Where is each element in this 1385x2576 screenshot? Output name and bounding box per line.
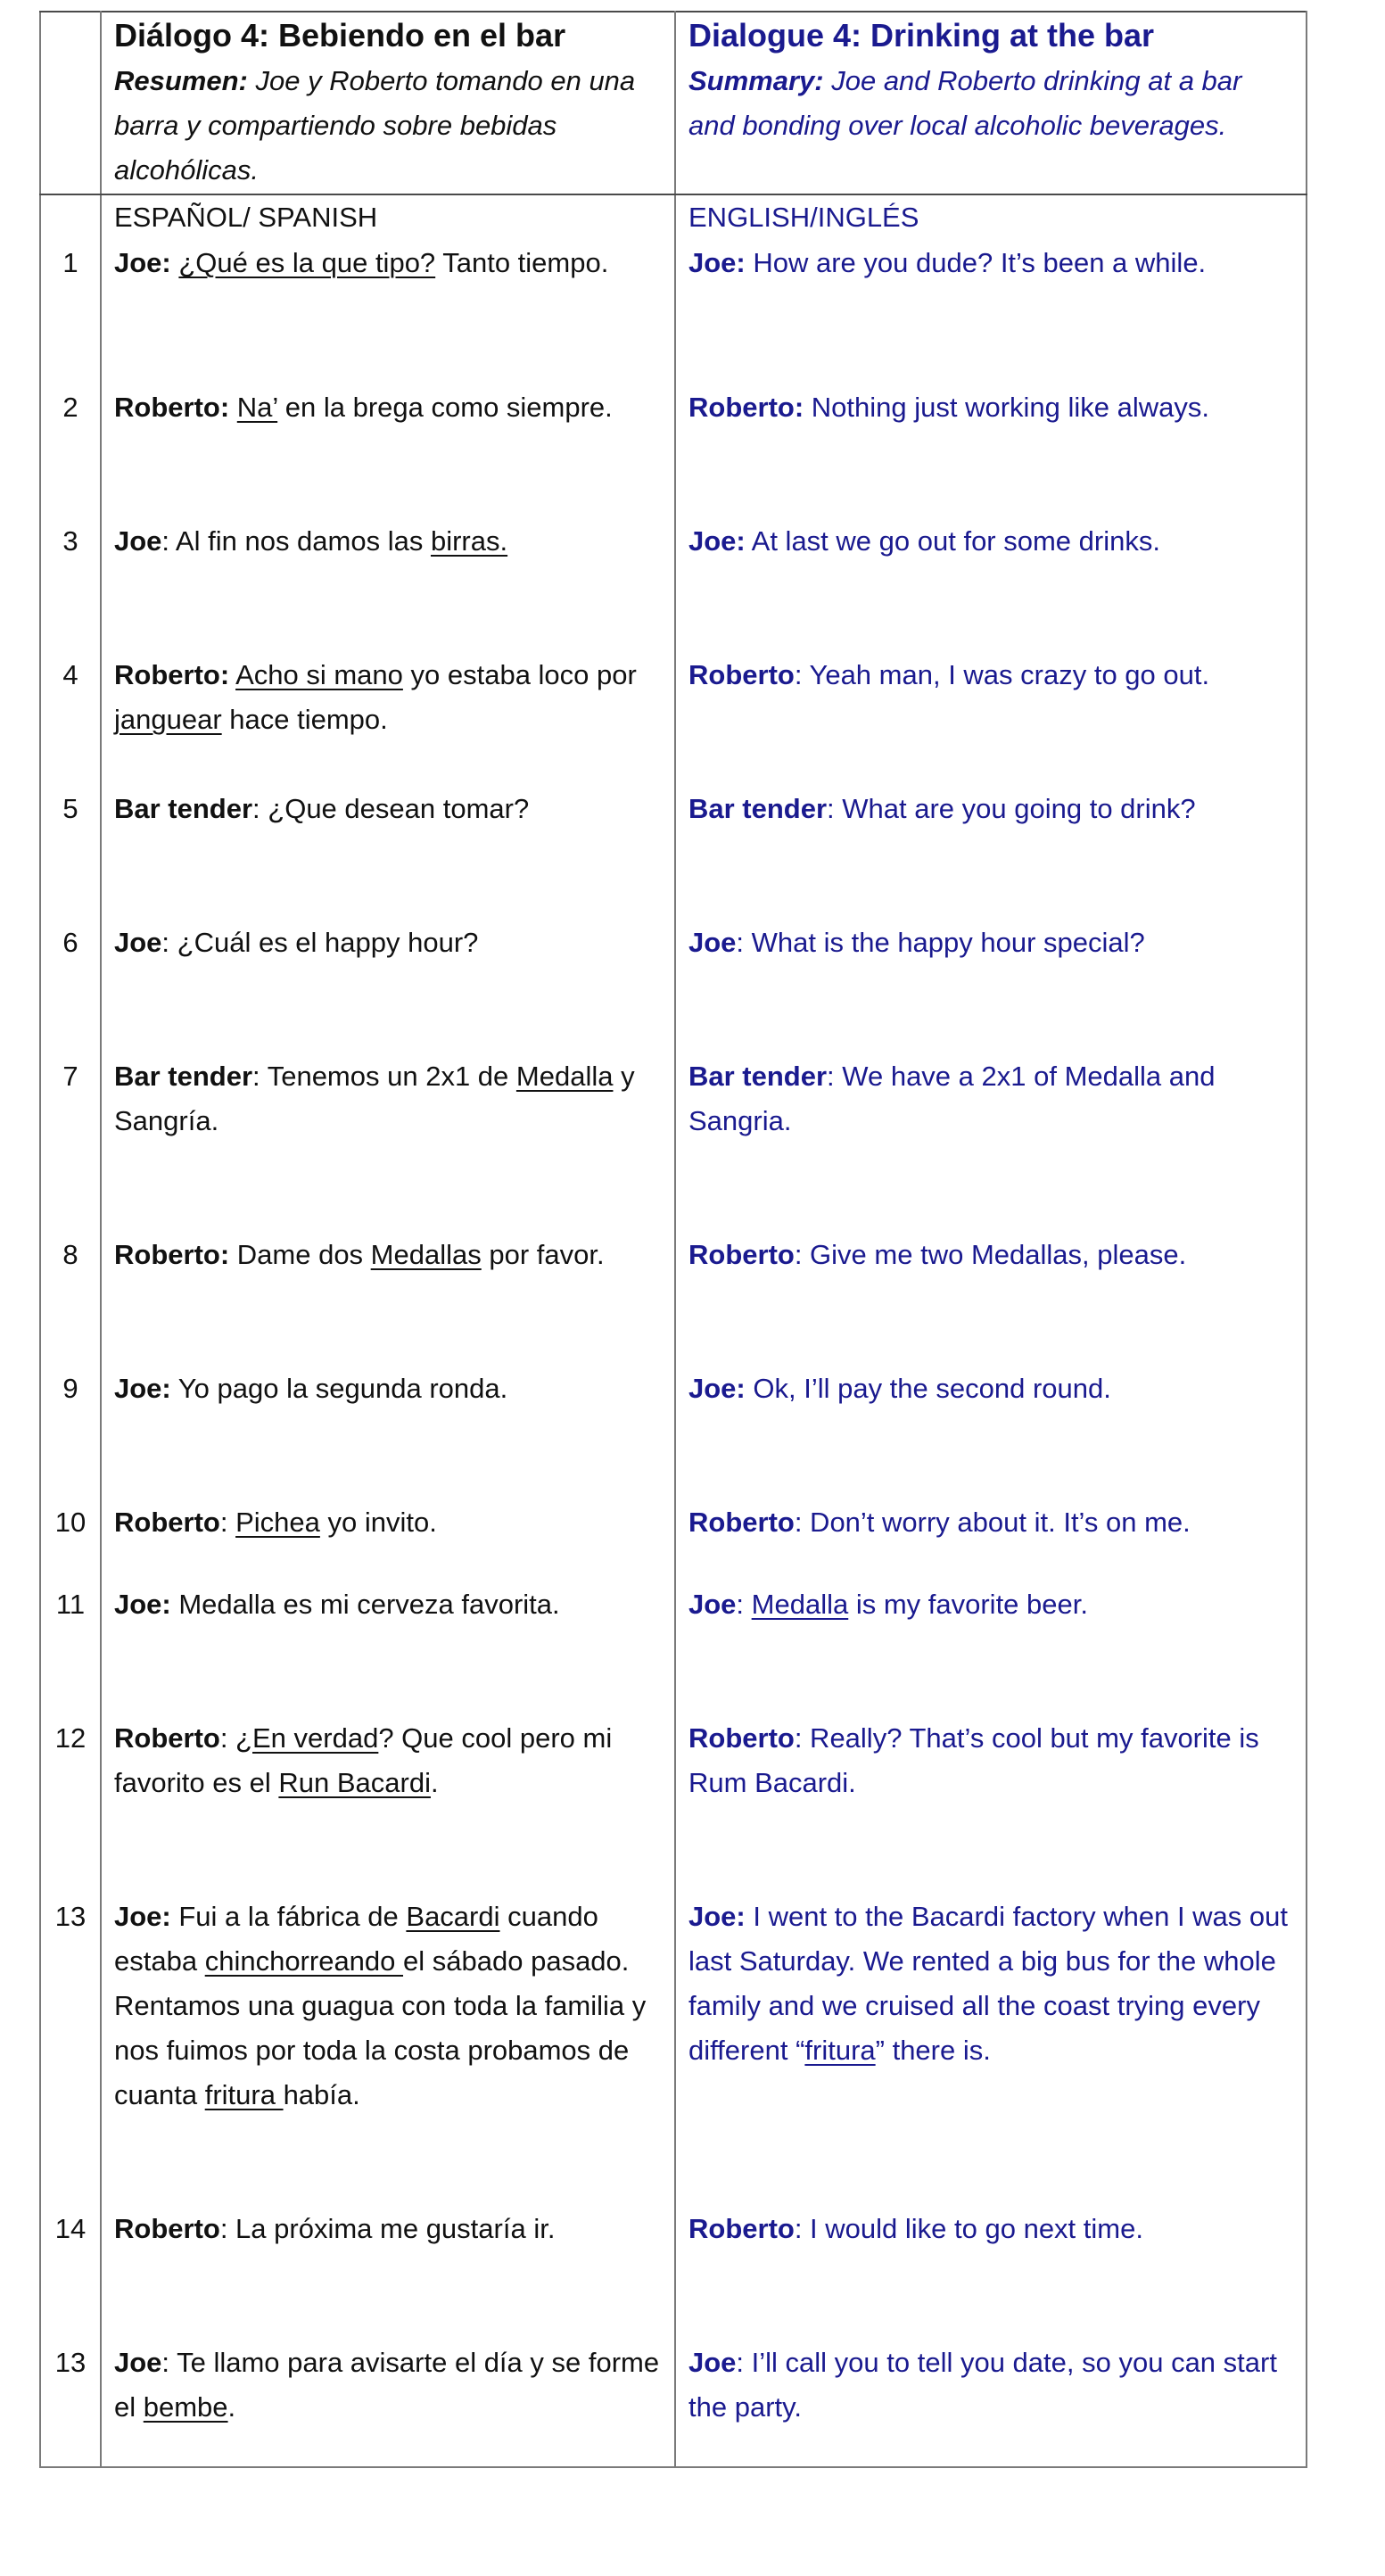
english-line bbox=[675, 241, 1307, 385]
line-text: : Al fin nos damos las bbox=[161, 525, 431, 557]
line-text: : I’ll call you to tell you date, so you can start the party. bbox=[688, 2347, 1277, 2423]
english-line bbox=[675, 2341, 1307, 2467]
summary-es bbox=[114, 59, 662, 193]
spanish-line bbox=[101, 1366, 675, 1500]
speaker-name: Joe bbox=[114, 927, 162, 958]
line-text: yo estaba loco por bbox=[402, 659, 637, 690]
speaker-name: Roberto bbox=[114, 1507, 220, 1538]
spanish-line bbox=[101, 1233, 675, 1366]
speaker-name: Roberto: bbox=[114, 659, 230, 690]
summary-label-en: Summary: bbox=[688, 65, 824, 96]
speaker-name: Joe: bbox=[688, 247, 746, 278]
line-text: : bbox=[219, 1507, 236, 1538]
speaker-name: Roberto: bbox=[688, 392, 804, 423]
line-text: en la brega como siempre. bbox=[277, 392, 613, 423]
dialogue-row bbox=[40, 2341, 1307, 2467]
dialogue-row bbox=[40, 1500, 1307, 1582]
underlined-term: Medalla bbox=[751, 1589, 849, 1620]
dialogue-title-en: Dialogue 4: Drinking at the bar bbox=[688, 17, 1155, 54]
english-line bbox=[675, 921, 1307, 1054]
speaker-name: Bar tender bbox=[688, 1061, 828, 1092]
speaker-name: Joe bbox=[688, 1589, 737, 1620]
line-text: : bbox=[736, 1589, 752, 1620]
line-text: : ¿ bbox=[219, 1722, 252, 1754]
speaker-name: Roberto bbox=[688, 1722, 795, 1754]
line-number: 2 bbox=[40, 385, 101, 519]
line-number: 11 bbox=[40, 1582, 101, 1716]
line-number: 13 bbox=[40, 1895, 101, 2207]
line-text: : What are you going to drink? bbox=[827, 793, 1196, 824]
speaker-name: Joe bbox=[688, 2347, 737, 2378]
line-text: el sábado pasado. Rentamos una guagua con toda la familia y nos fuimos por toda la costa probamos de cuanta bbox=[114, 1945, 647, 2110]
speaker-name: Joe bbox=[114, 2347, 162, 2378]
header-spanish-cell bbox=[101, 12, 675, 194]
line-text: I went to the Bacardi factory when I was out last Saturday. We rented a big bus for the whole family and we cruised all the coast trying every different “ bbox=[688, 1901, 1289, 2066]
line-text: : Don’t worry about it. It’s on me. bbox=[794, 1507, 1191, 1538]
speaker-name: Roberto bbox=[114, 2213, 220, 2244]
speaker-name: Joe bbox=[688, 927, 737, 958]
underlined-term: Na’ bbox=[236, 392, 278, 423]
line-text: yo invito. bbox=[319, 1507, 437, 1538]
line-text: : Yeah man, I was crazy to go out. bbox=[794, 659, 1210, 690]
summary-text-es: Joe y Roberto tomando en una barra y compartiendo sobre bebidas alcohólicas. bbox=[114, 65, 636, 186]
line-number: 10 bbox=[40, 1500, 101, 1582]
line-text: is my favorite beer. bbox=[848, 1589, 1088, 1620]
speaker-name: Roberto: bbox=[114, 392, 230, 423]
line-text: At last we go out for some drinks. bbox=[745, 525, 1160, 557]
speaker-name: Joe: bbox=[114, 1901, 171, 1932]
dialogue-row bbox=[40, 1716, 1307, 1895]
speaker-name: Joe: bbox=[688, 525, 746, 557]
spanish-line bbox=[101, 1895, 675, 2207]
header-number-cell bbox=[40, 12, 101, 194]
column-label-english: ENGLISH/INGLÉS bbox=[675, 194, 1307, 241]
underlined-term: ¿Qué es la que tipo? bbox=[178, 247, 436, 278]
speaker-name: Bar tender bbox=[688, 793, 828, 824]
line-text: Nothing just working like always. bbox=[804, 392, 1210, 423]
line-number: 4 bbox=[40, 653, 101, 787]
spanish-line bbox=[101, 1716, 675, 1895]
english-line bbox=[675, 519, 1307, 653]
line-text: : Tenemos un 2x1 de bbox=[252, 1061, 516, 1092]
english-line bbox=[675, 1582, 1307, 1716]
spanish-line bbox=[101, 519, 675, 653]
line-text bbox=[229, 392, 237, 423]
line-number: 5 bbox=[40, 787, 101, 921]
english-line bbox=[675, 1233, 1307, 1366]
dialogue-table bbox=[39, 11, 1307, 2468]
line-text: : What is the happy hour special? bbox=[736, 927, 1145, 958]
underlined-term: janguear bbox=[114, 704, 222, 735]
line-text: ? Que cool pero mi favorito es el bbox=[114, 1722, 613, 1798]
line-number: 8 bbox=[40, 1233, 101, 1366]
underlined-term: Medalla bbox=[515, 1061, 614, 1092]
speaker-name: Roberto bbox=[688, 1239, 795, 1270]
speaker-name: Joe: bbox=[688, 1373, 746, 1404]
line-text: Tanto tiempo. bbox=[435, 247, 609, 278]
line-number: 6 bbox=[40, 921, 101, 1054]
speaker-name: Joe: bbox=[114, 1373, 171, 1404]
underlined-term: Run Bacardi bbox=[278, 1767, 431, 1798]
speaker-name: Bar tender bbox=[114, 793, 253, 824]
line-text: Fui a la fábrica de bbox=[170, 1901, 407, 1932]
english-line bbox=[675, 385, 1307, 519]
dialogue-row bbox=[40, 1582, 1307, 1716]
speaker-name: Roberto bbox=[688, 659, 795, 690]
header-english-cell bbox=[675, 12, 1307, 194]
english-line bbox=[675, 2207, 1307, 2341]
english-line bbox=[675, 1716, 1307, 1895]
line-text: había. bbox=[283, 2079, 360, 2110]
spanish-line bbox=[101, 1500, 675, 1582]
underlined-term: Medallas bbox=[370, 1239, 482, 1270]
line-text: ” there is. bbox=[875, 2035, 991, 2066]
dialogue-row bbox=[40, 241, 1307, 385]
line-text: : We have a 2x1 of Medalla and Sangria. bbox=[688, 1061, 1216, 1136]
line-number: 1 bbox=[40, 241, 101, 385]
dialogue-row bbox=[40, 519, 1307, 653]
speaker-name: Roberto bbox=[688, 1507, 795, 1538]
line-text: How are you dude? It’s been a while. bbox=[745, 247, 1207, 278]
english-line bbox=[675, 1054, 1307, 1233]
dialogue-row bbox=[40, 921, 1307, 1054]
english-line bbox=[675, 787, 1307, 921]
speaker-name: Joe bbox=[114, 525, 162, 557]
speaker-name: Joe: bbox=[688, 1901, 746, 1932]
line-text: Ok, I’ll pay the second round. bbox=[745, 1373, 1111, 1404]
column-label-row bbox=[40, 194, 1307, 241]
line-number: 12 bbox=[40, 1716, 101, 1895]
line-text: : ¿Que desean tomar? bbox=[252, 793, 530, 824]
header-row bbox=[40, 12, 1307, 194]
line-text: : I would like to go next time. bbox=[794, 2213, 1143, 2244]
line-text: : La próxima me gustaría ir. bbox=[219, 2213, 556, 2244]
underlined-term: Bacardi bbox=[406, 1901, 500, 1932]
underlined-term: fritura bbox=[804, 2035, 876, 2066]
spanish-line bbox=[101, 653, 675, 787]
underlined-term: fritura bbox=[204, 2079, 284, 2110]
line-number: 13 bbox=[40, 2341, 101, 2467]
dialogue-row bbox=[40, 385, 1307, 519]
underlined-term: Acho si mano bbox=[235, 659, 403, 690]
spanish-line bbox=[101, 2207, 675, 2341]
english-line bbox=[675, 1895, 1307, 2207]
dialogue-row bbox=[40, 1233, 1307, 1366]
speaker-name: Joe: bbox=[114, 247, 171, 278]
line-text: por favor. bbox=[481, 1239, 605, 1270]
dialogue-row bbox=[40, 2207, 1307, 2341]
spanish-line bbox=[101, 241, 675, 385]
line-number: 7 bbox=[40, 1054, 101, 1233]
line-number: 14 bbox=[40, 2207, 101, 2341]
dialogue-row bbox=[40, 1054, 1307, 1233]
column-label-spanish: ESPAÑOL/ SPANISH bbox=[101, 194, 675, 241]
underlined-term: birras. bbox=[430, 525, 508, 557]
underlined-term: bembe bbox=[143, 2391, 228, 2423]
speaker-name: Roberto bbox=[688, 2213, 795, 2244]
spanish-line bbox=[101, 921, 675, 1054]
english-line bbox=[675, 1366, 1307, 1500]
line-text: . bbox=[227, 2391, 236, 2423]
dialogue-title-es: Diálogo 4: Bebiendo en el bar bbox=[114, 17, 566, 54]
dialogue-row bbox=[40, 787, 1307, 921]
speaker-name: Roberto bbox=[114, 1722, 220, 1754]
underlined-term: En verdad bbox=[252, 1722, 379, 1754]
line-number: 9 bbox=[40, 1366, 101, 1500]
line-text: Dame dos bbox=[229, 1239, 371, 1270]
line-text: y Sangría. bbox=[114, 1061, 635, 1136]
dialogue-row bbox=[40, 1895, 1307, 2207]
line-text: : Give me two Medallas, please. bbox=[794, 1239, 1187, 1270]
line-text: Medalla es mi cerveza favorita. bbox=[170, 1589, 560, 1620]
underlined-term: chinchorreando bbox=[204, 1945, 404, 1977]
speaker-name: Joe: bbox=[114, 1589, 171, 1620]
spanish-line bbox=[101, 2341, 675, 2467]
summary-en bbox=[688, 59, 1293, 148]
spanish-line bbox=[101, 787, 675, 921]
line-text: hace tiempo. bbox=[221, 704, 388, 735]
english-line bbox=[675, 1500, 1307, 1582]
dialogue-row bbox=[40, 1366, 1307, 1500]
summary-label-es: Resumen: bbox=[114, 65, 248, 96]
spanish-line bbox=[101, 1582, 675, 1716]
speaker-name: Bar tender bbox=[114, 1061, 253, 1092]
line-text: : Really? That’s cool but my favorite is Rum Bacardi. bbox=[688, 1722, 1259, 1798]
line-number: 3 bbox=[40, 519, 101, 653]
line-text: : ¿Cuál es el happy hour? bbox=[161, 927, 479, 958]
line-text: . bbox=[430, 1767, 439, 1798]
line-text: : Te llamo para avisarte el día y se forme el bbox=[114, 2347, 660, 2423]
line-text: cuando estaba bbox=[114, 1901, 598, 1977]
spanish-line bbox=[101, 385, 675, 519]
spanish-line bbox=[101, 1054, 675, 1233]
speaker-name: Roberto: bbox=[114, 1239, 230, 1270]
summary-text-en: Joe and Roberto drinking at a bar and bonding over local alcoholic beverages. bbox=[688, 65, 1242, 141]
dialogue-row bbox=[40, 653, 1307, 787]
underlined-term: Pichea bbox=[235, 1507, 320, 1538]
column-label-number-cell bbox=[40, 194, 101, 241]
line-text: Yo pago la segunda ronda. bbox=[170, 1373, 508, 1404]
english-line bbox=[675, 653, 1307, 787]
